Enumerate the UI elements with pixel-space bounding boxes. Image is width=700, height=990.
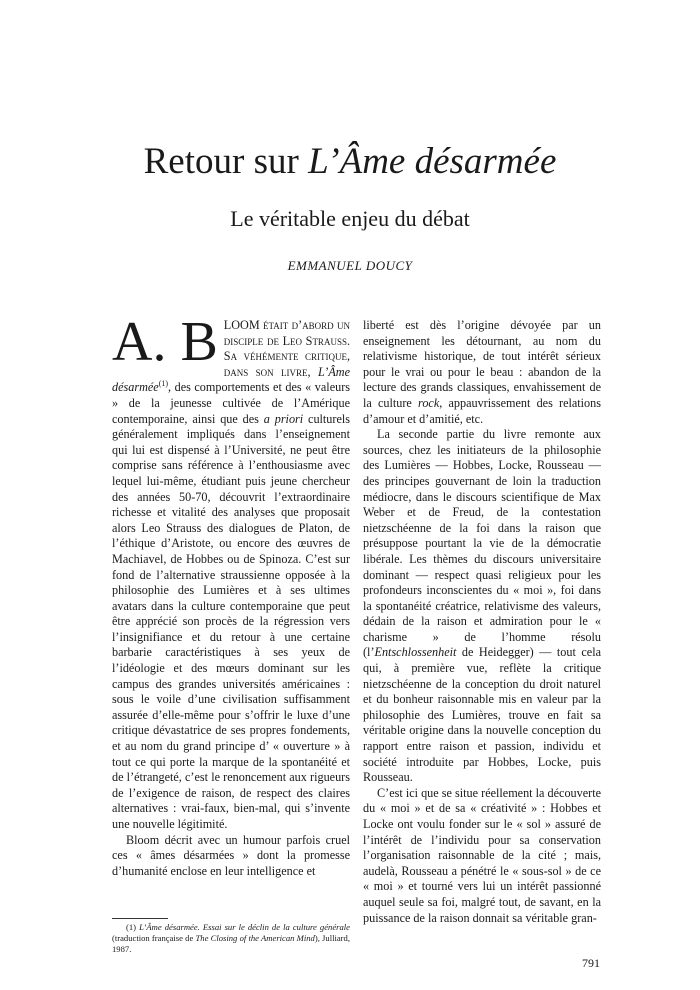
drop-cap: A. B	[112, 311, 218, 373]
author-name: EMMANUEL DOUCY	[287, 258, 413, 273]
paragraph: liberté est dès l’origine dévoyée par un enseignement les détournant, au nom du relativisme historique, de tout intérêt sérieux pour le vrai ou pour le beau : abandon de la lecture des grands classiques, envahissement de la culture rock, appauvrissement des relations d’amour et d’amitié, etc.	[363, 318, 601, 426]
title-italic: L’Âme désarmée	[308, 141, 557, 182]
title-plain: Retour sur	[143, 141, 309, 182]
article-title	[0, 140, 700, 184]
right-column	[363, 318, 601, 926]
paragraph: La seconde partie du livre remonte aux sources, chez les initiateurs de la philosophie des Lumières — Hobbes, Locke, Rousseau — des principes gouvernant de loin la traduction médiocre, dans le discours scientifique de Max Weber et de Freud, de la contestation nietzschéenne de la foi dans la raison que présuppose pourtant la vie de la démocratie libérale. Les thèmes du discours universitaire dominant — respect quasi religieux pour les profondeurs inconscientes du « moi », foi dans la spontanéité créatrice, relativisme des valeurs, dédain de la raison et admiration pour le « charisme » de l’homme résolu (l’Entschlossenheit de Heidegger) — tout cela qui, à première vue, reflète la critique nietzschéenne de la conception du droit naturel et du bonheur raisonnable mis en valeur par la philosophie des Lumières, trouve en fait sa véritable origine dans la nouvelle conception du rapport entre raison et passion, individu et société introduite par Hobbes, Locke, puis Rousseau.	[363, 427, 601, 785]
paragraph: Bloom décrit avec un humour parfois cruel ces « âmes désarmées » dont la promesse d’humanité enclose en leur intelligence et	[112, 832, 350, 878]
left-column	[112, 311, 350, 879]
page-number: 791	[582, 956, 600, 970]
article-subtitle: Le véritable enjeu du débat	[230, 206, 470, 231]
footnote-ref: (1)	[158, 379, 169, 389]
footnote: (1) L’Âme désarmée. Essai sur le déclin de la culture générale (traduction française de The Closing of the American Mind), Julliard, 1987.	[112, 922, 350, 954]
paragraph: C’est ici que se situe réellement la découverte du « moi » et de sa « créativité » : Hobbes et Locke ont voulu fonder sur le « sol » assuré de l’intérêt de l’individu pour sa conservation l’organisation raisonnable de la cité ; mais, audelà, Rousseau a pénétré le « sous-sol » de ce « moi » et tourné vers lui un intérêt passionné auquel seule sa foi, malgré tout, de savant, en la puissance de la raison donnait sa véritable gran-	[363, 785, 601, 925]
footnote-rule	[112, 918, 168, 919]
paragraph: A. B LOOM était d’abord un disciple de Leo Strauss. Sa véhémente critique, dans son livre, L’Âme désarmée$^{(1)}$, des comportements et des « valeurs » de la jeunesse cultivée de l’Amérique contemporaine, ainsi que des a priori culturels généralement impliqués dans l’enseignement qui lui est dispensé à l’Université, ne peut être comprise sans référence à l’enthousiasme avec lequel lui-même, étudiant puis jeune chercheur des années 50-70, découvrit l’extraordinaire richesse et vitalité des analyses que proposait alors Leo Strauss des dialogues de Platon, de l’éthique d’Aristote, ou encore des œuvres de Machiavel, de Hobbes ou de Spinoza. C’est sur fond de l’alternative straussienne opposée à la philosophie des Lumières et à ses ultimes avatars dans la culture contemporaine que peut être apprécié son procès de la régression vers l’insignifiance et du retour à une certaine barbarie caractéristiques à ses yeux de l’idéologie et des mœurs dominant sur les campus des grandes universités américaines : sous le voile d’une civilisation suffisamment assurée d’elle-même pour s’offrir le luxe d’une critique dévastatrice de ses propres fondements, et au nom du grand principe d’ « ouverture » à tout ce qui porte la marque de la spontanéité et de l’étrangeté, c’est le renoncement aux rigueurs de l’exigence de raison, de respect des claires alternatives : vrai-faux, bien-mal, qui s’invente une nouvelle légitimité.	[112, 311, 350, 831]
